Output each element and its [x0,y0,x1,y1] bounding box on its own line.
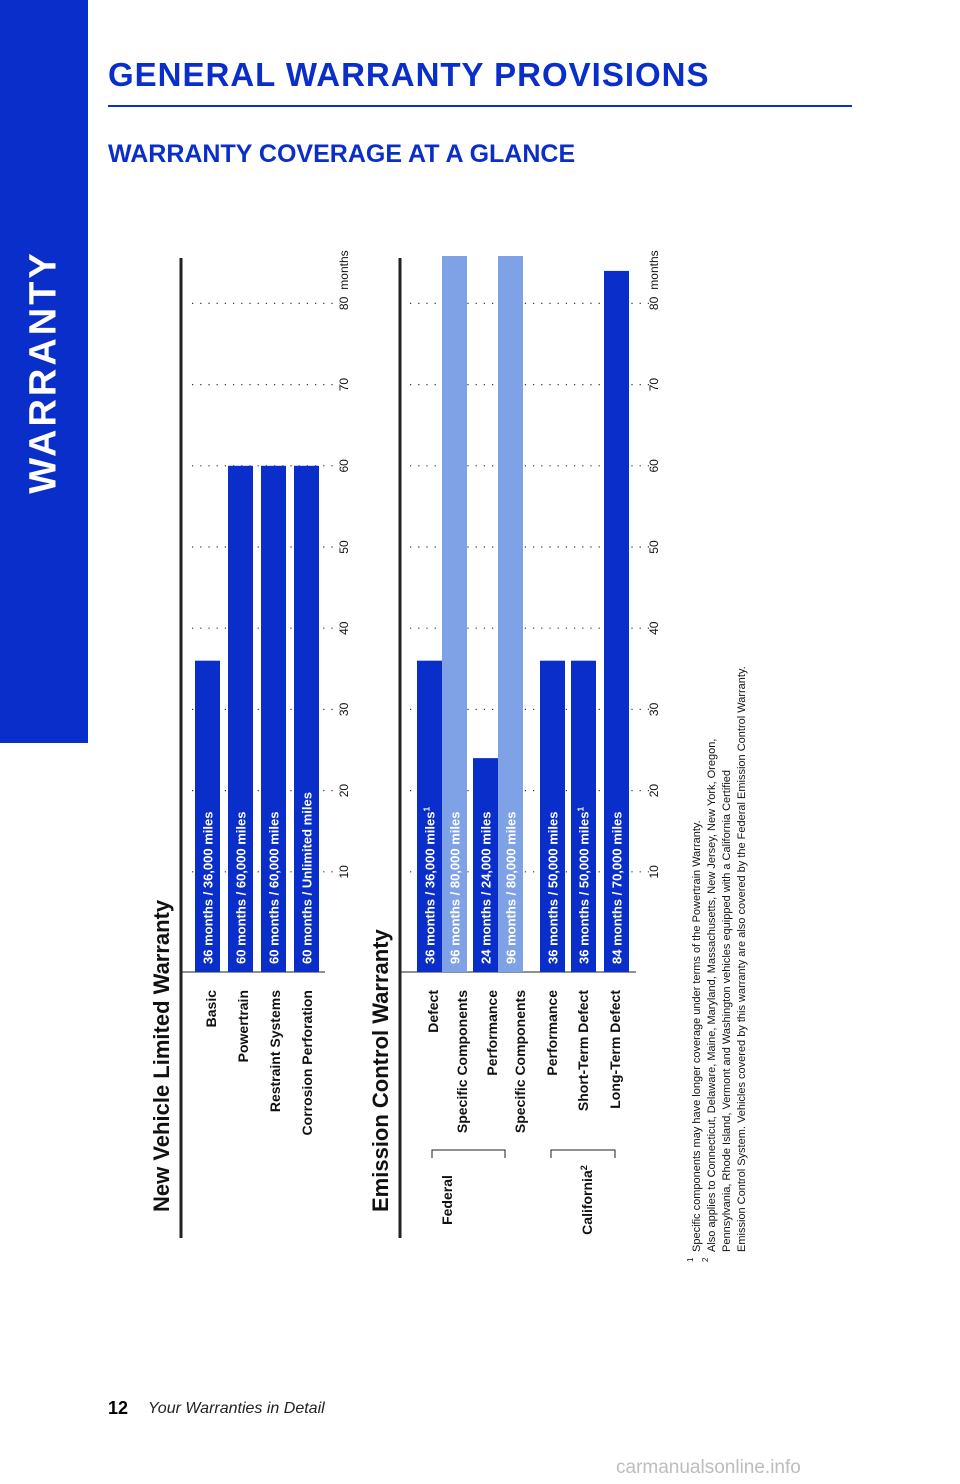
bar-label: 84 months / 70,000 miles [609,811,625,964]
category-label: Specific Components [512,990,528,1134]
sidebar-label: WARRANTY [22,250,65,494]
tick-label: 20 [647,783,661,798]
category-label: Performance [484,990,500,1076]
bar-label: 36 months / 50,000 miles [545,811,561,964]
tick-label: 10 [647,865,661,879]
axis-unit-label: months [647,250,661,290]
chart-title: New Vehicle Limited Warranty [149,899,174,1212]
tick-label: 70 [647,377,661,392]
category-label: Long-Term Defect [607,990,623,1109]
tick-label: 40 [337,621,351,635]
category-label: Restraint Systems [267,990,283,1113]
tick-label: 30 [337,702,351,717]
chart-axis-line [399,258,402,1238]
bar-label: 60 months / 60,000 miles [233,811,249,964]
group-federal-label: Federal [439,1175,455,1225]
bar-label: 60 months / 60,000 miles [266,811,282,964]
group-california-label: California$^2$ [579,1165,595,1235]
tick-label: 50 [337,540,351,554]
chart-title: Emission Control Warranty [368,929,393,1212]
footnote-line: Pennsylvania, Rhode Island, Vermont and Washington vehicles equipped with a California Certified [721,769,733,1252]
page-number: 12 [108,1398,129,1418]
tick-label: 60 [337,459,351,473]
bar-label: 24 months / 24,000 miles [478,811,494,964]
axis-unit-label: months [337,250,351,290]
page-subtitle: WARRANTY COVERAGE AT A GLANCE [108,140,576,168]
tick-label: 80 [647,296,661,311]
bar-label: 36 months / 50,000 miles$^1$ [575,806,592,964]
tick-label: 60 [647,459,661,473]
page-title: GENERAL WARRANTY PROVISIONS [108,56,710,93]
category-label: Performance [544,990,560,1076]
category-label: Specific Components [454,990,470,1134]
footnote-mark: 1 [686,1257,695,1262]
footnote-line: Also applies to Connecticut, Delaware, Maine, Maryland, Massachusetts, New Jersey, New York, Oregon, [706,738,718,1252]
bar-label: 60 months / Unlimited miles [299,792,315,964]
category-label: Short-Term Defect [575,990,591,1112]
bar-label: 36 months / 36,000 miles$^1$ [421,806,438,964]
bar-label: 96 months / 80,000 miles [447,811,463,964]
tick-label: 80 [337,296,351,311]
tick-label: 30 [647,702,661,717]
group-california-bracket [551,1150,615,1158]
tick-label: 10 [337,865,351,879]
category-label: Defect [425,990,441,1033]
bar-label: 96 months / 80,000 miles [503,811,519,964]
watermark: carmanualsonline.info [616,1457,801,1478]
chart-axis-line [180,258,183,1238]
group-federal-bracket [432,1150,505,1158]
footnote-line: Specific components may have longer coverage under terms of the Powertrain Warranty. [691,820,703,1252]
tick-label: 40 [647,621,661,635]
category-label: Powertrain [235,990,251,1063]
footnote-line: Emission Control System. Vehicles covered by this warranty are also covered by the Federal Emission Control Warranty. [736,666,748,1252]
footnote-mark: 2 [701,1257,710,1262]
footer-section-title: Your Warranties in Detail [148,1400,325,1417]
category-label: Corrosion Perforation [299,990,315,1136]
tick-label: 50 [647,540,661,554]
category-label: Basic [203,990,219,1028]
tick-label: 70 [337,377,351,392]
tick-label: 20 [337,783,351,798]
bar-label: 36 months / 36,000 miles [200,811,216,964]
